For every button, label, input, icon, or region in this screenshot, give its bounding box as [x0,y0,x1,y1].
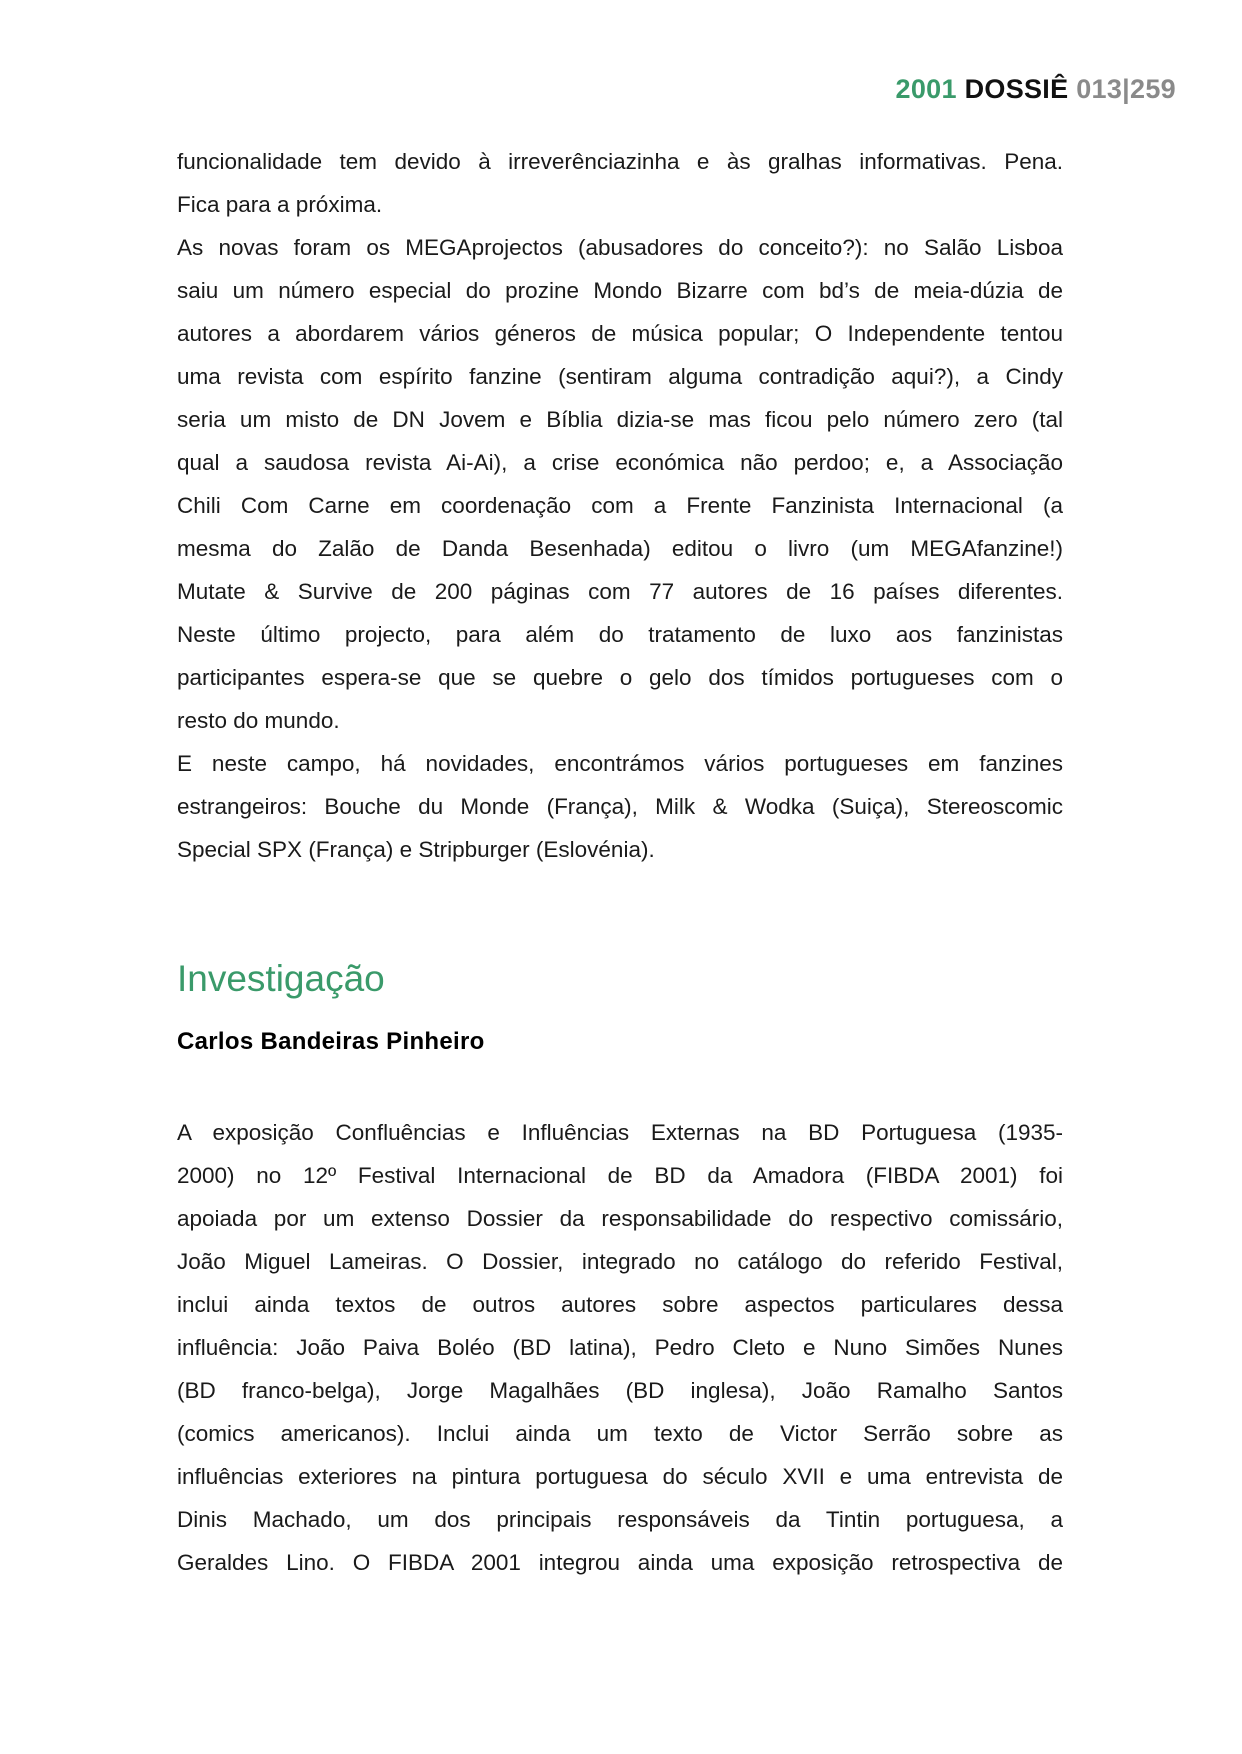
text-line: mesma do Zalão de Danda Besenhada) editou o livro (um MEGAfanzine!) [177,536,1063,561]
text-line: participantes espera-se que se quebre o gelo dos tímidos portugueses com o [177,665,1063,690]
paragraph [177,1111,1063,1584]
header-page-number: 013|259 [1076,74,1176,104]
text-line: estrangeiros: Bouche du Monde (França), Milk & Wodka (Suiça), Stereoscomic [177,794,1063,819]
text-line: Special SPX (França) e Stripburger (Eslovénia). [177,837,655,862]
text-line: qual a saudosa revista Ai-Ai), a crise económica não perdoo; e, a Associação [177,450,1063,475]
section-heading: Investigação [177,958,385,999]
text-line: uma revista com espírito fanzine (sentiram alguma contradição aqui?), a Cindy [177,364,1063,389]
text-line: resto do mundo. [177,708,340,733]
section-author: Carlos Bandeiras Pinheiro [177,1028,485,1055]
text-line: (comics americanos). Inclui ainda um texto de Victor Serrão sobre as [177,1421,1063,1446]
text-line: A exposição Confluências e Influências Externas na BD Portuguesa (1935- [177,1120,1063,1145]
header-title: DOSSIÊ [964,74,1069,104]
text-line: (BD franco-belga), Jorge Magalhães (BD inglesa), João Ramalho Santos [177,1378,1063,1403]
header-year: 2001 [895,74,957,104]
text-line: funcionalidade tem devido à irreverênciazinha e às gralhas informativas. Pena. [177,149,1063,174]
text-line: Geraldes Lino. O FIBDA 2001 integrou ainda uma exposição retrospectiva de [177,1550,1063,1575]
body-text-bottom [177,1111,1063,1584]
text-line: E neste campo, há novidades, encontrámos vários portugueses em fanzines [177,751,1063,776]
text-line: Fica para a próxima. [177,192,383,217]
body-text-top [177,140,1063,871]
text-line: João Miguel Lameiras. O Dossier, integrado no catálogo do referido Festival, [177,1249,1063,1274]
text-line: influências exteriores na pintura portuguesa do século XVII e uma entrevista de [177,1464,1063,1489]
text-line: Dinis Machado, um dos principais responsáveis da Tintin portuguesa, a [177,1507,1063,1532]
text-line: saiu um número especial do prozine Mondo Bizarre com bd’s de meia-dúzia de [177,278,1063,303]
text-line: seria um misto de DN Jovem e Bíblia dizia-se mas ficou pelo número zero (tal [177,407,1063,432]
paragraph [177,140,1063,226]
paragraph [177,742,1063,871]
text-line: Chili Com Carne em coordenação com a Frente Fanzinista Internacional (a [177,493,1063,518]
page-header [896,74,1176,105]
text-line: Neste último projecto, para além do tratamento de luxo aos fanzinistas [177,622,1063,647]
text-line: apoiada por um extenso Dossier da responsabilidade do respectivo comissário, [177,1206,1063,1231]
text-line: autores a abordarem vários géneros de música popular; O Independente tentou [177,321,1063,346]
text-line: Mutate & Survive de 200 páginas com 77 autores de 16 países diferentes. [177,579,1063,604]
paragraph [177,226,1063,742]
text-line: As novas foram os MEGAprojectos (abusadores do conceito?): no Salão Lisboa [177,235,1063,260]
text-line: influência: João Paiva Boléo (BD latina), Pedro Cleto e Nuno Simões Nunes [177,1335,1063,1360]
text-line: 2000) no 12º Festival Internacional de BD da Amadora (FIBDA 2001) foi [177,1163,1063,1188]
text-line: inclui ainda textos de outros autores sobre aspectos particulares dessa [177,1292,1063,1317]
